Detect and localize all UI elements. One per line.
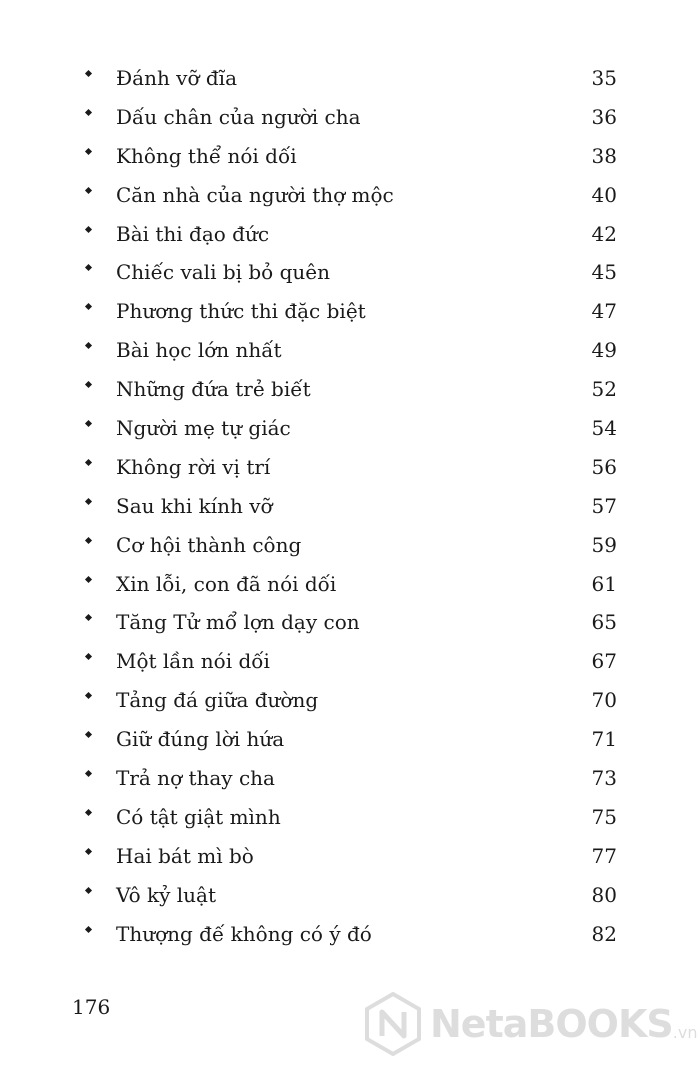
bullet-icon — [85, 537, 92, 544]
watermark-suffix: .vn — [672, 1023, 698, 1042]
table-of-contents — [0, 60, 700, 954]
bullet-icon — [85, 459, 92, 466]
toc-entry-title: Dấu chân của người cha — [116, 104, 361, 129]
toc-entry — [0, 488, 700, 527]
toc-entry-page: 70 — [591, 688, 617, 713]
toc-entry-page: 54 — [591, 416, 617, 441]
bullet-icon — [85, 926, 92, 933]
toc-entry — [0, 99, 700, 138]
bullet-icon — [85, 809, 92, 816]
bullet-icon — [85, 264, 92, 271]
bullet-icon — [85, 848, 92, 855]
bullet-icon — [85, 342, 92, 349]
bullet-icon — [85, 187, 92, 194]
toc-entry-page: 80 — [591, 882, 617, 907]
toc-entry-page: 38 — [591, 143, 617, 168]
bullet-icon — [85, 420, 92, 427]
toc-entry-page: 82 — [591, 921, 617, 946]
toc-entry-page: 36 — [591, 104, 617, 129]
toc-entry — [0, 799, 700, 838]
toc-entry-title: Bài học lớn nhất — [116, 338, 282, 363]
toc-entry-page: 71 — [591, 727, 617, 752]
bullet-icon — [85, 498, 92, 505]
bullet-icon — [85, 226, 92, 233]
toc-entry — [0, 682, 700, 721]
toc-entry-title: Hai bát mì bò — [116, 843, 254, 868]
toc-entry-page: 77 — [591, 843, 617, 868]
toc-entry-page: 49 — [591, 338, 617, 363]
toc-entry-title: Căn nhà của người thợ mộc — [116, 182, 394, 207]
toc-entry-page: 52 — [591, 377, 617, 402]
toc-entry-title: Giữ đúng lời hứa — [116, 727, 285, 752]
toc-entry — [0, 293, 700, 332]
toc-entry — [0, 877, 700, 916]
toc-entry-title: Có tật giật mình — [116, 804, 281, 829]
toc-entry-page: 57 — [591, 493, 617, 518]
toc-entry-title: Cơ hội thành công — [116, 532, 302, 557]
toc-entry-title: Những đứa trẻ biết — [116, 377, 311, 402]
toc-entry-title: Xin lỗi, con đã nói dối — [116, 571, 337, 596]
toc-entry — [0, 838, 700, 877]
toc-entry — [0, 604, 700, 643]
toc-entry — [0, 332, 700, 371]
toc-entry-page: 75 — [591, 804, 617, 829]
toc-entry — [0, 177, 700, 216]
bullet-icon — [85, 887, 92, 894]
toc-entry-title: Đánh vỡ đĩa — [116, 66, 238, 90]
toc-entry-title: Không thể nói dối — [116, 143, 297, 168]
watermark-text: NetaBOOKS — [430, 1002, 673, 1046]
toc-entry-page: 40 — [591, 182, 617, 207]
bullet-icon — [85, 692, 92, 699]
toc-entry-page: 59 — [591, 532, 617, 557]
toc-entry-title: Phương thức thi đặc biệt — [116, 299, 366, 324]
toc-entry — [0, 721, 700, 760]
toc-entry-page: 42 — [591, 221, 617, 246]
toc-entry — [0, 527, 700, 566]
toc-entry-title: Tăng Tử mổ lợn dạy con — [116, 610, 360, 635]
toc-entry-title: Thượng đế không có ý đó — [116, 921, 372, 946]
toc-entry — [0, 254, 700, 293]
toc-entry-page: 35 — [591, 66, 617, 90]
toc-entry-title: Bài thi đạo đức — [116, 221, 270, 246]
toc-entry-title: Sau khi kính vỡ — [116, 493, 273, 518]
toc-entry-page: 61 — [591, 571, 617, 596]
toc-entry-page: 73 — [591, 766, 617, 791]
bullet-icon — [85, 381, 92, 388]
toc-entry — [0, 371, 700, 410]
bullet-icon — [85, 109, 92, 116]
bullet-icon — [85, 148, 92, 155]
toc-entry-title: Một lần nói dối — [116, 649, 270, 674]
toc-entry — [0, 566, 700, 605]
toc-entry — [0, 760, 700, 799]
bullet-icon — [85, 614, 92, 621]
toc-entry — [0, 410, 700, 449]
toc-entry — [0, 60, 700, 99]
bullet-icon — [85, 653, 92, 660]
toc-entry-page: 47 — [591, 299, 617, 324]
toc-entry — [0, 216, 700, 255]
toc-entry — [0, 916, 700, 955]
bullet-icon — [85, 576, 92, 583]
bullet-icon — [85, 731, 92, 738]
bullet-icon — [85, 303, 92, 310]
toc-entry — [0, 138, 700, 177]
toc-entry-title: Người mẹ tự giác — [116, 416, 291, 441]
toc-entry-title: Không rời vị trí — [116, 454, 271, 479]
page-number: 176 — [72, 995, 111, 1019]
toc-entry-title: Vô kỷ luật — [116, 882, 217, 907]
toc-entry-title: Tảng đá giữa đường — [116, 688, 319, 713]
toc-entry-page: 45 — [591, 260, 617, 285]
netabooks-logo-icon — [364, 992, 422, 1056]
watermark — [364, 992, 697, 1056]
bullet-icon — [85, 770, 92, 777]
toc-entry-page: 56 — [591, 454, 617, 479]
toc-entry-page: 65 — [591, 610, 617, 635]
bullet-icon — [85, 70, 92, 77]
toc-entry — [0, 449, 700, 488]
toc-entry-page: 67 — [591, 649, 617, 674]
toc-entry-title: Chiếc vali bị bỏ quên — [116, 260, 330, 285]
toc-entry-title: Trả nợ thay cha — [116, 766, 275, 791]
toc-entry — [0, 643, 700, 682]
